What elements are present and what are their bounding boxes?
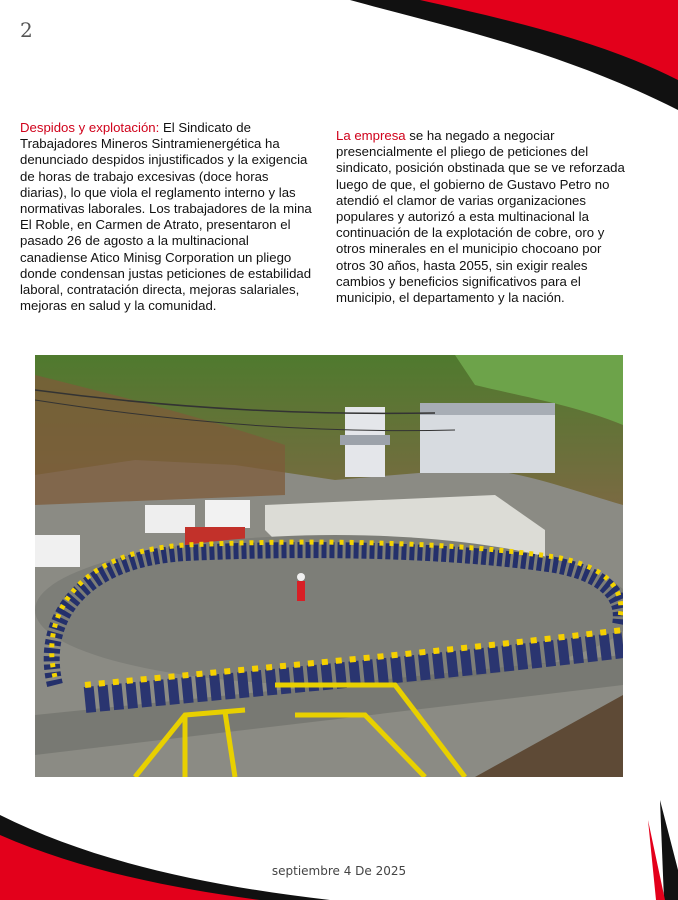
section-lead-empresa: La empresa bbox=[336, 128, 406, 143]
page-number: 2 bbox=[20, 18, 33, 42]
left-column-body: El Sindicato de Trabajadores Mineros Sintramienergética ha denunciado despidos injustificados y la exigencia de horas de trabajo excesivas (doce horas diarias), lo que viola el reglamento interno y las normativas laborales. Los trabajadores de la mina El Roble, en Carmen de Atrato, presentaron el pasado 26 de agosto a la multinacional canadiense Atico Minisg Corporation un pliego donde condensan justas peticiones de estabilidad laboral, contratación directa, mejoras salariales, mejoras en salud y la comunidad. bbox=[20, 120, 312, 314]
footer-date: septiembre 4 De 2025 bbox=[271, 864, 407, 878]
right-column-body: se ha negado a negociar presencialmente el pliego de peticiones del sindicato, posición obstinada que se ve reforzada luego de que, el gobierno de Gustavo Petro no atendió el clamor de varias organizaciones populares y autorizó a esta multinacional la continuación de la explotación de cobre, oro y otros minerales en el municipio chocoano por otros 30 años, hasta 2055, sin exigir reales cambios y beneficios significativos para el municipio, el departamento y la nación. bbox=[336, 128, 625, 306]
section-lead-despidos: Despidos y explotación: bbox=[20, 120, 160, 135]
